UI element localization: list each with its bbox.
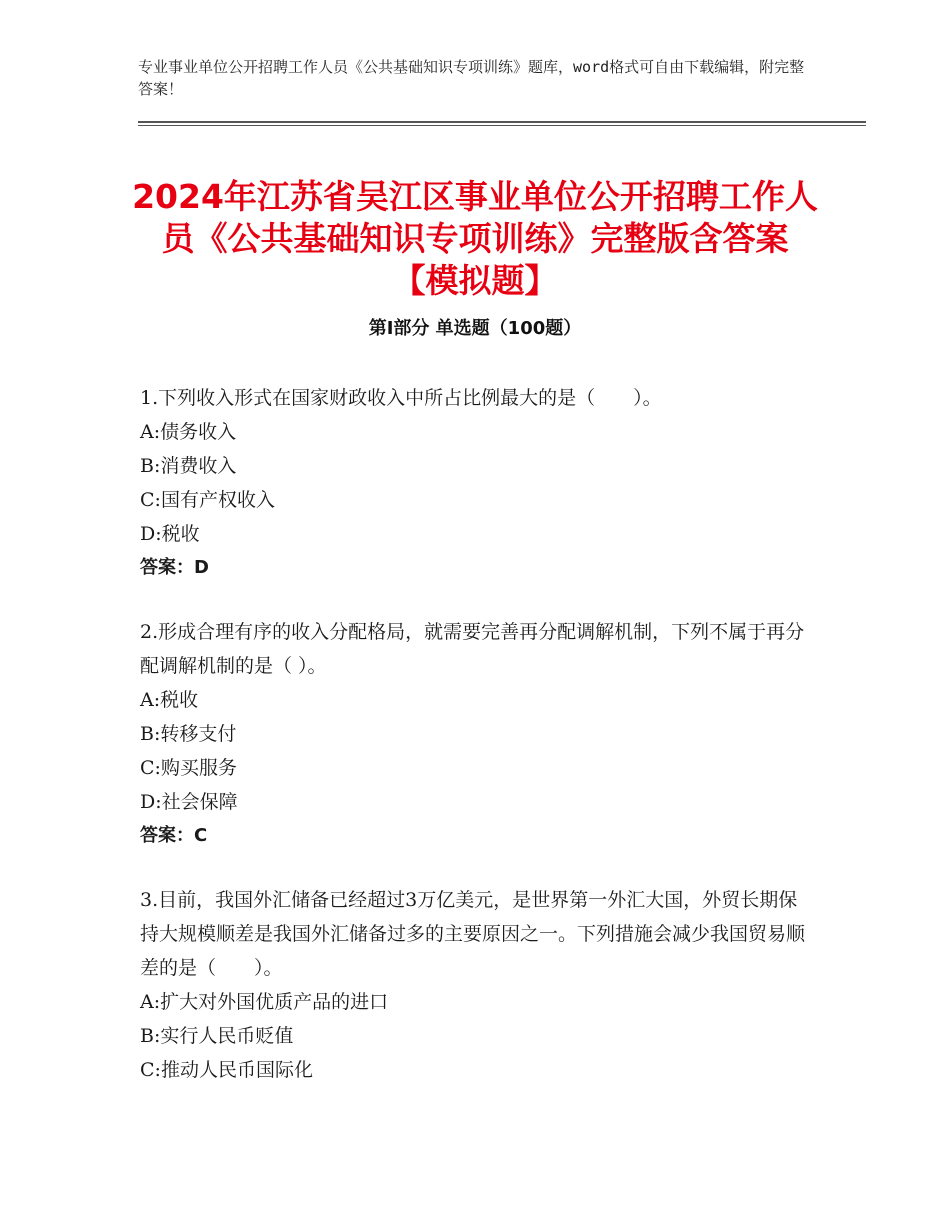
question-1 xyxy=(140,381,810,585)
question-2 xyxy=(140,615,810,853)
option-b: B:实行人民币贬值 xyxy=(140,1025,294,1047)
option-c: C:国有产权收入 xyxy=(140,489,275,511)
question-stem: 2.形成合理有序的收入分配格局，就需要完善再分配调解机制，下列不属于再分配调解机制的是（ ）。 xyxy=(140,621,805,677)
option-b: B:转移支付 xyxy=(140,723,237,745)
question-stem: 1.下列收入形式在国家财政收入中所占比例最大的是（ ）。 xyxy=(140,387,662,409)
document-title: 2024年江苏省吴江区事业单位公开招聘工作人员《公共基础知识专项训练》完整版含答案【模拟题】 xyxy=(132,177,818,301)
question-stem: 3.目前，我国外汇储备已经超过3万亿美元，是世界第一外汇大国，外贸长期保持大规模顺差是我国外汇储备过多的主要原因之一。下列措施会减少我国贸易顺差的是（ ）。 xyxy=(140,889,806,979)
option-b: B:消费收入 xyxy=(140,455,237,477)
question-list xyxy=(140,381,810,1117)
answer-line: 答案：D xyxy=(140,557,209,578)
header-divider-thick xyxy=(138,121,866,123)
document-header-note: 专业事业单位公开招聘工作人员《公共基础知识专项训练》题库，word格式可自由下载编辑，附完整答案！ xyxy=(138,58,805,98)
option-a: A:债务收入 xyxy=(140,421,237,443)
answer-line: 答案：C xyxy=(140,825,208,846)
option-d: D:社会保障 xyxy=(140,791,238,813)
header-divider-thin xyxy=(138,125,866,126)
section-heading: 第Ⅰ部分 单选题（100题） xyxy=(368,318,582,339)
option-c: C:购买服务 xyxy=(140,757,237,779)
option-a: A:税收 xyxy=(140,689,199,711)
question-3 xyxy=(140,883,810,1087)
option-c: C:推动人民币国际化 xyxy=(140,1059,313,1081)
option-d: D:税收 xyxy=(140,523,200,545)
option-a: A:扩大对外国优质产品的进口 xyxy=(140,991,389,1013)
